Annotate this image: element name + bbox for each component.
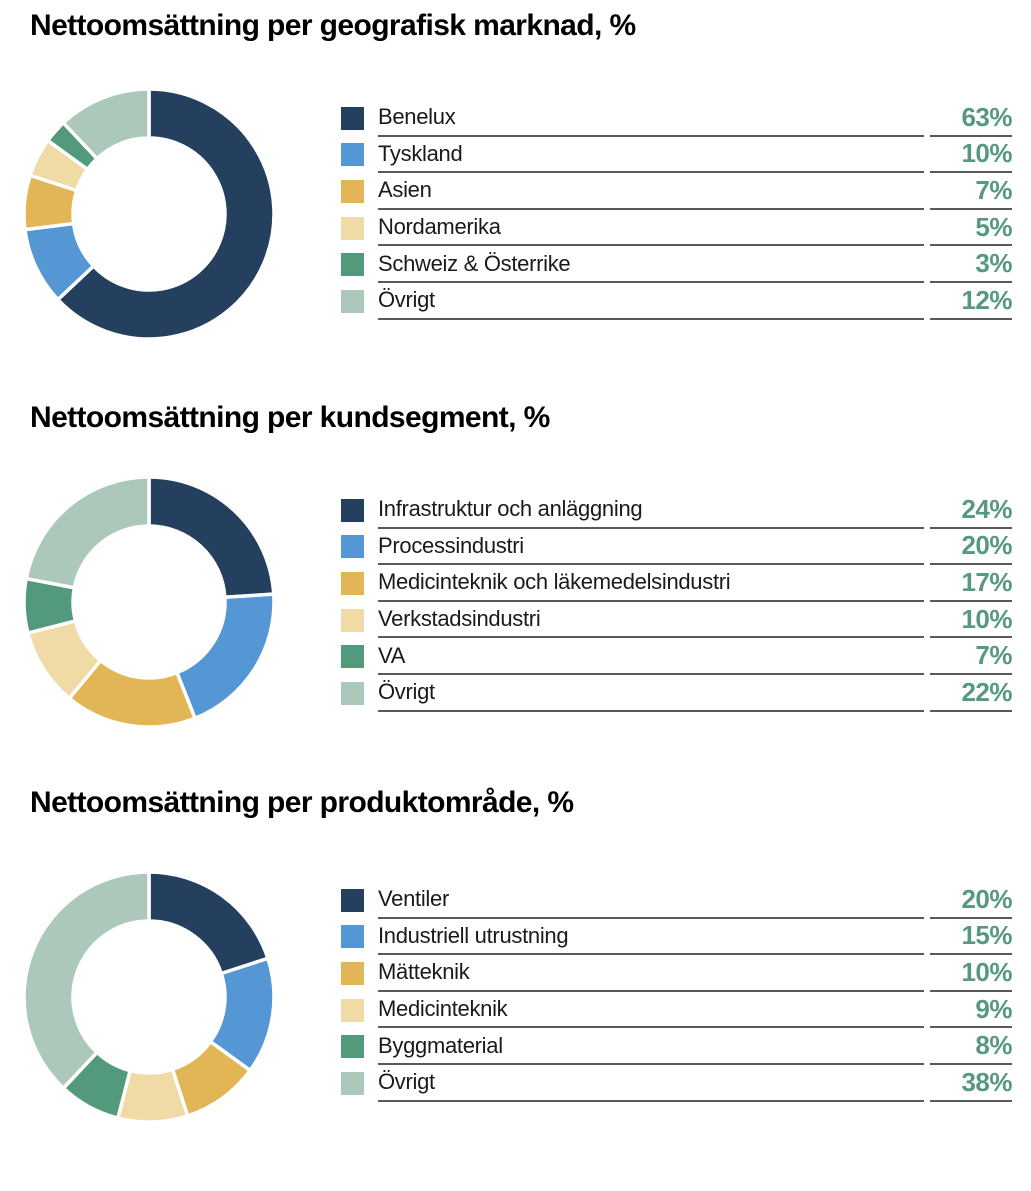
legend-value: 5% — [930, 210, 1012, 247]
legend-row — [341, 565, 1012, 602]
chart-title: Nettoomsättning per geografisk marknad, % — [30, 9, 636, 42]
legend-row — [341, 882, 1012, 919]
legend-value: 8% — [930, 1028, 1012, 1065]
legend-color-swatch — [341, 1035, 364, 1058]
legend-value: 3% — [930, 246, 1012, 283]
legend-row — [341, 1028, 1012, 1065]
legend-color-swatch — [341, 999, 364, 1022]
legend-value: 20% — [930, 882, 1012, 919]
legend-value: 10% — [930, 955, 1012, 992]
donut-slice-0 — [149, 872, 268, 974]
chart-legend — [341, 492, 1012, 712]
chart-title: Nettoomsättning per kundsegment, % — [30, 401, 550, 434]
legend-value: 7% — [930, 638, 1012, 675]
legend-label: Infrastruktur och anläggning — [378, 492, 924, 529]
legend-row — [341, 919, 1012, 956]
legend-label: Mätteknik — [378, 955, 924, 992]
legend-row — [341, 210, 1012, 247]
legend-label: Industriell utrustning — [378, 919, 924, 956]
donut-chart-svg — [22, 87, 276, 341]
legend-label: Verkstadsindustri — [378, 602, 924, 639]
legend-color-swatch — [341, 253, 364, 276]
legend-row — [341, 173, 1012, 210]
legend-label: Medicinteknik — [378, 992, 924, 1029]
legend-value: 12% — [930, 283, 1012, 320]
legend-row — [341, 992, 1012, 1029]
legend-color-swatch — [341, 217, 364, 240]
legend-value: 22% — [930, 675, 1012, 712]
legend-value: 10% — [930, 602, 1012, 639]
donut-slice-5 — [26, 477, 149, 588]
legend-value: 17% — [930, 565, 1012, 602]
legend-value: 10% — [930, 137, 1012, 174]
legend-row — [341, 675, 1012, 712]
legend-label: Övrigt — [378, 1065, 924, 1102]
legend-value: 9% — [930, 992, 1012, 1029]
legend-color-swatch — [341, 609, 364, 632]
donut-slice-0 — [149, 477, 274, 597]
donut-chart — [22, 870, 276, 1124]
legend-row — [341, 137, 1012, 174]
legend-color-swatch — [341, 962, 364, 985]
legend-color-swatch — [341, 889, 364, 912]
legend-value: 15% — [930, 919, 1012, 956]
legend-color-swatch — [341, 535, 364, 558]
legend-label: Övrigt — [378, 675, 924, 712]
legend-label: Processindustri — [378, 529, 924, 566]
legend-row — [341, 529, 1012, 566]
legend-row — [341, 100, 1012, 137]
legend-row — [341, 246, 1012, 283]
legend-row — [341, 955, 1012, 992]
legend-color-swatch — [341, 290, 364, 313]
legend-color-swatch — [341, 180, 364, 203]
section-produktomrade — [0, 777, 1031, 1177]
legend-color-swatch — [341, 645, 364, 668]
legend-label: Schweiz & Österrike — [378, 246, 924, 283]
legend-color-swatch — [341, 143, 364, 166]
legend-color-swatch — [341, 107, 364, 130]
legend-color-swatch — [341, 1072, 364, 1095]
legend-label: Nordamerika — [378, 210, 924, 247]
legend-color-swatch — [341, 572, 364, 595]
legend-label: Ventiler — [378, 882, 924, 919]
section-kundsegment — [0, 392, 1031, 792]
legend-row — [341, 1065, 1012, 1102]
legend-value: 38% — [930, 1065, 1012, 1102]
legend-label: Tyskland — [378, 137, 924, 174]
donut-slice-1 — [177, 594, 274, 718]
donut-chart-svg — [22, 870, 276, 1124]
donut-chart — [22, 475, 276, 729]
donut-chart-svg — [22, 475, 276, 729]
legend-color-swatch — [341, 499, 364, 522]
legend-row — [341, 602, 1012, 639]
donut-chart — [22, 87, 276, 341]
legend-value: 20% — [930, 529, 1012, 566]
legend-value: 7% — [930, 173, 1012, 210]
chart-legend — [341, 882, 1012, 1102]
legend-label: Benelux — [378, 100, 924, 137]
legend-label: Medicinteknik och läkemedelsindustri — [378, 565, 924, 602]
section-geografisk-marknad — [0, 0, 1031, 400]
legend-color-swatch — [341, 925, 364, 948]
legend-label: VA — [378, 638, 924, 675]
chart-legend — [341, 100, 1012, 320]
legend-row — [341, 638, 1012, 675]
chart-title: Nettoomsättning per produktområde, % — [30, 786, 574, 819]
legend-label: Asien — [378, 173, 924, 210]
legend-label: Övrigt — [378, 283, 924, 320]
legend-value: 24% — [930, 492, 1012, 529]
legend-row — [341, 283, 1012, 320]
donut-slice-5 — [24, 872, 149, 1088]
legend-row — [341, 492, 1012, 529]
legend-label: Byggmaterial — [378, 1028, 924, 1065]
legend-color-swatch — [341, 682, 364, 705]
legend-value: 63% — [930, 100, 1012, 137]
